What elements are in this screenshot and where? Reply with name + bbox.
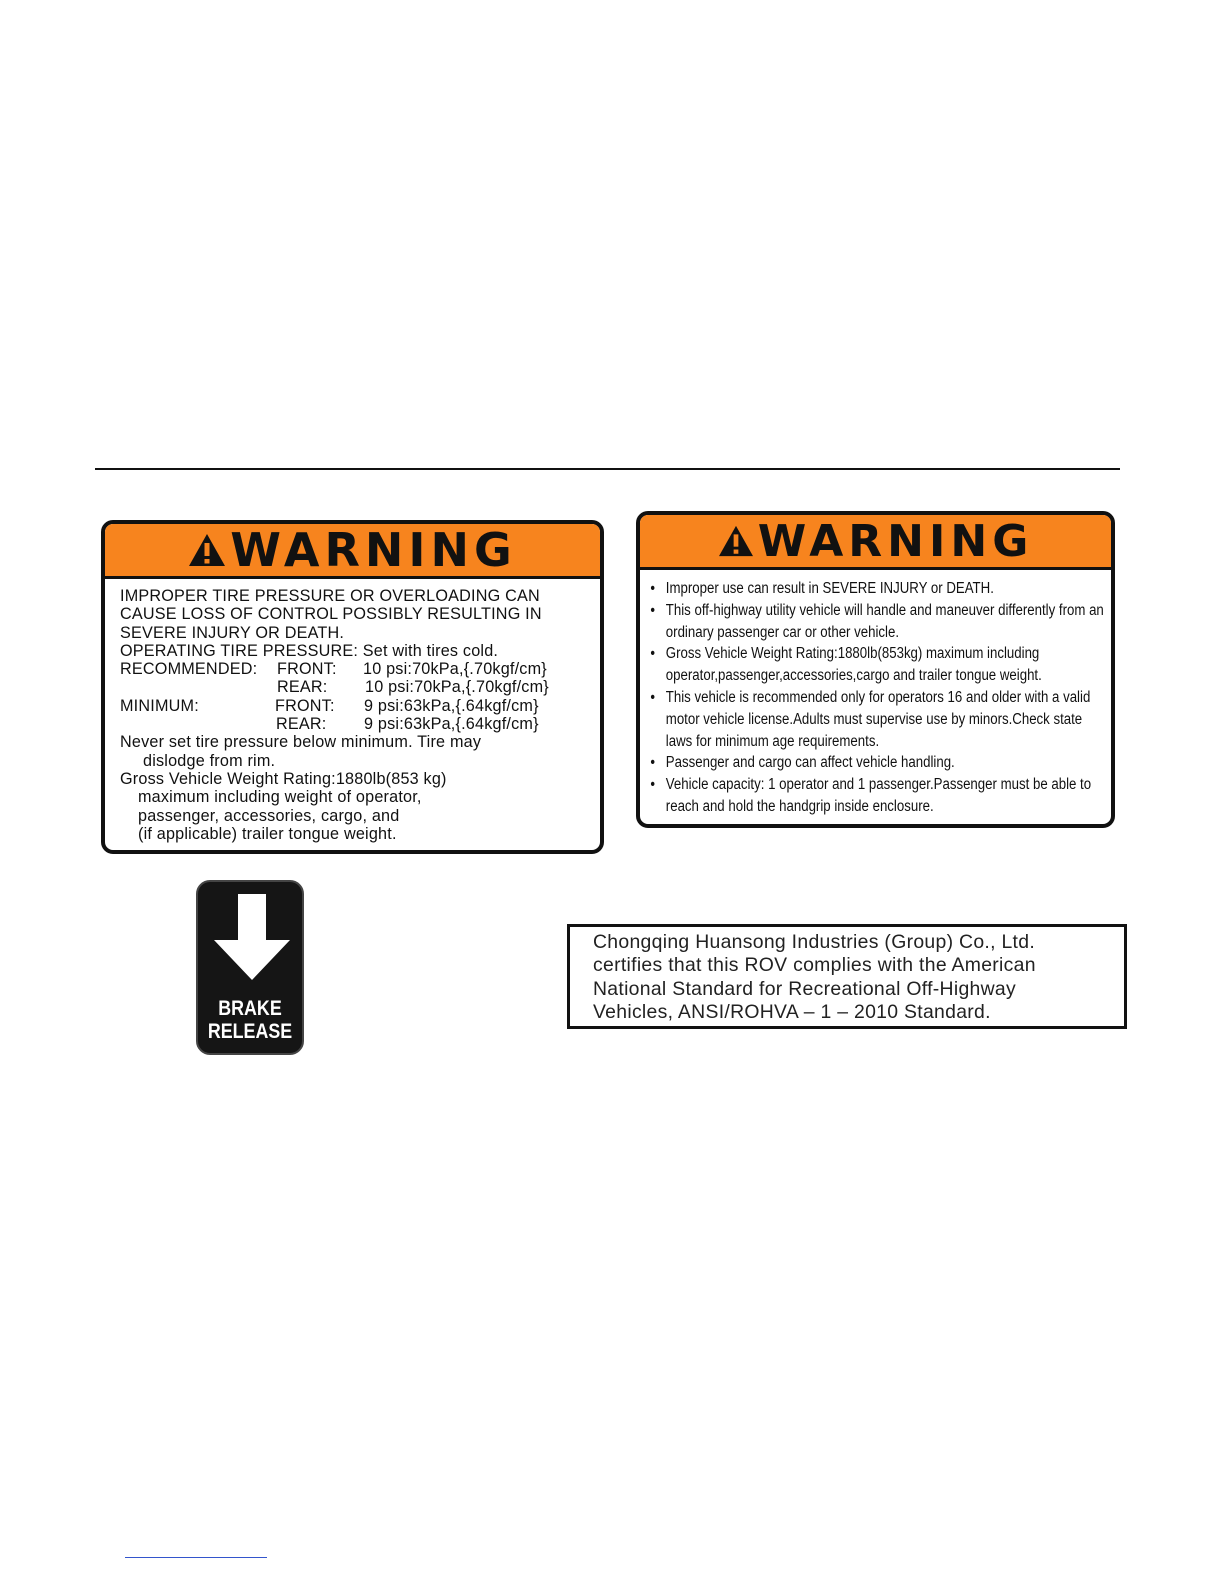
- certification-box: [567, 924, 1127, 1029]
- rear-value: 9 psi:63kPa,{.64kgf/cm}: [364, 715, 539, 734]
- section-divider: [95, 468, 1120, 470]
- recommended-label: RECOMMENDED:: [120, 660, 258, 679]
- down-arrow-icon: [212, 892, 292, 992]
- warning-bullet: • Vehicle capacity: 1 operator and 1 passenger.Passenger must be able to reach and hold the handgrip inside enclosure.: [650, 774, 1106, 818]
- rear-label: REAR:: [276, 715, 327, 734]
- warning-bullet: • Gross Vehicle Weight Rating:1880lb(853kg) maximum including operator,passenger,accessories,cargo and trailer tongue weight.: [650, 643, 1106, 687]
- release-line: RELEASE: [207, 1020, 293, 1043]
- intro-line: IMPROPER TIRE PRESSURE OR OVERLOADING CAN: [120, 587, 540, 605]
- front-value: 9 psi:63kPa,{.64kgf/cm}: [364, 696, 539, 715]
- never-line: dislodge from rim.: [143, 751, 276, 770]
- warning-bullet: • Passenger and cargo can affect vehicle handling.: [650, 752, 1106, 774]
- cert-line: National Standard for Recreational Off-Highway: [593, 977, 1017, 1000]
- rear-label: REAR:: [277, 678, 328, 697]
- rear-value: 10 psi:70kPa,{.70kgf/cm}: [365, 678, 549, 697]
- footnote-separator: [125, 1557, 267, 1558]
- warning-header: [640, 515, 1111, 570]
- intro-line: CAUSE LOSS OF CONTROL POSSIBLY RESULTING IN: [120, 605, 542, 624]
- warning-title: WARNING: [757, 515, 1034, 567]
- intro-line: SEVERE INJURY OR DEATH.: [120, 623, 345, 642]
- operating-note: : Set with tires cold.: [353, 641, 499, 660]
- gvwr-line: (if applicable) trailer tongue weight.: [138, 824, 397, 843]
- operating-pressure-line: [120, 642, 600, 660]
- warning-triangle-icon: [188, 532, 226, 568]
- cert-line: certifies that this ROV complies with the American: [593, 954, 1036, 977]
- gvwr-line: maximum including weight of operator,: [138, 788, 422, 807]
- brake-release-text: [206, 997, 294, 1043]
- front-value: 10 psi:70kPa,{.70kgf/cm}: [363, 660, 547, 679]
- operation-warning-label: [636, 511, 1115, 828]
- brake-release-badge: [196, 880, 304, 1055]
- minimum-rear-row: [120, 715, 600, 733]
- minimum-front-row: [120, 697, 600, 715]
- tire-pressure-warning-label: [101, 520, 604, 854]
- front-label: FRONT:: [275, 696, 335, 715]
- operating-heading: OPERATING TIRE PRESSURE: [120, 641, 354, 660]
- minimum-label: MINIMUM:: [120, 696, 199, 715]
- cert-line: Chongqing Huansong Industries (Group) Co., Ltd.: [593, 931, 1036, 953]
- recommended-rear-row: [120, 678, 600, 696]
- warning-bullet: • Improper use can result in SEVERE INJURY or DEATH.: [650, 578, 1106, 600]
- front-label: FRONT:: [277, 660, 337, 679]
- warning-header: [105, 524, 600, 579]
- gvwr-line: Gross Vehicle Weight Rating:1880lb(853 kg): [120, 769, 447, 788]
- warning-title: WARNING: [230, 523, 517, 577]
- cert-line: Vehicles, ANSI/ROHVA – 1 – 2010 Standard.: [593, 1001, 991, 1024]
- brake-line: BRAKE: [218, 997, 282, 1020]
- warning-bullet: • This vehicle is recommended only for operators 16 and older with a valid motor vehicle license.Adults must supervise use by minors.Check state laws for minimum age requirements.: [650, 687, 1106, 752]
- recommended-front-row: [120, 660, 600, 678]
- gvwr-line: passenger, accessories, cargo, and: [138, 806, 400, 825]
- warning-bullet: • This off-highway utility vehicle will handle and maneuver differently from an ordinary passenger car or other vehicle.: [650, 600, 1106, 644]
- warning-triangle-icon: [718, 524, 754, 558]
- never-line: Never set tire pressure below minimum. Tire may: [120, 733, 482, 752]
